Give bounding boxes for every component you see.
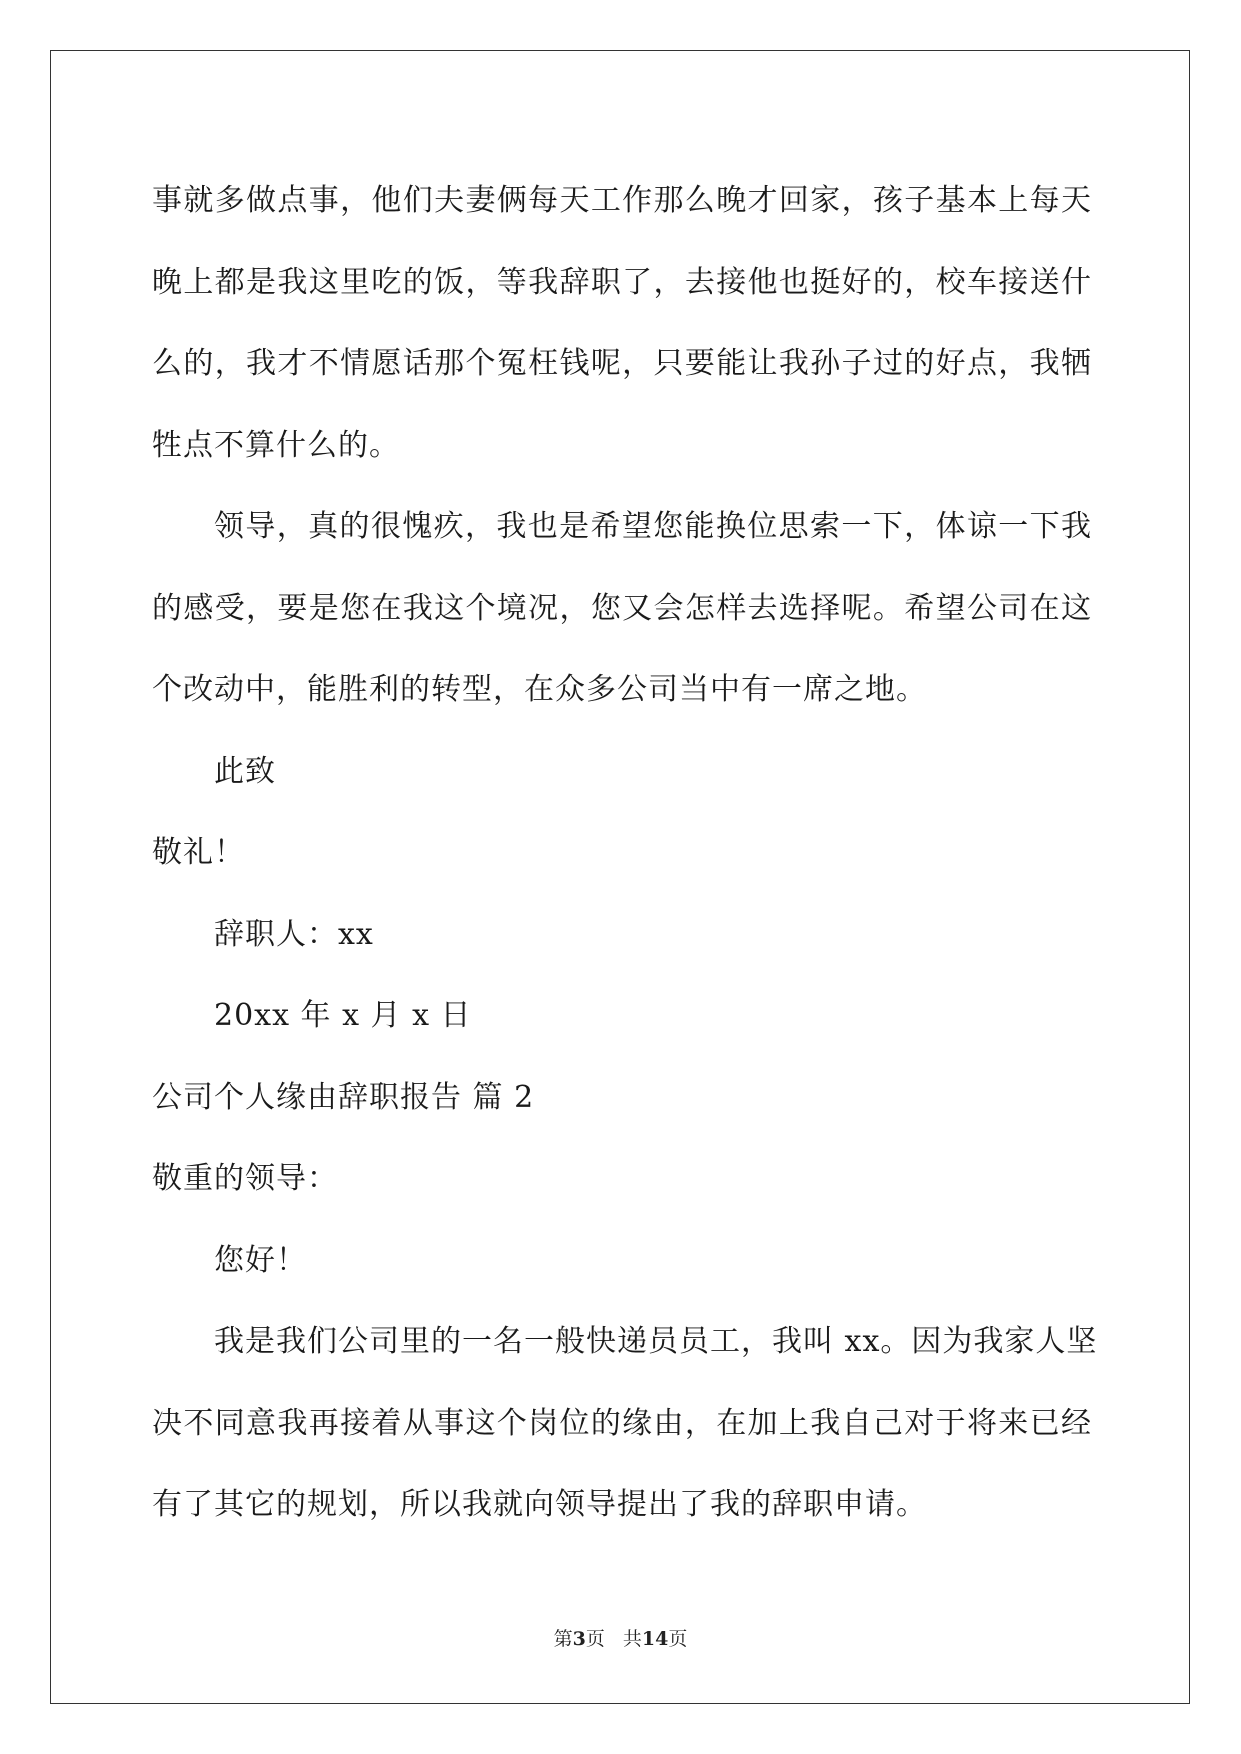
- page-footer: [0, 1624, 1241, 1651]
- paragraph-line: 晚上都是我这里吃的饭，等我辞职了，去接他也挺好的，校车接送什: [152, 264, 1092, 300]
- date-line: 20xx 年 x 月 x 日: [214, 998, 472, 1033]
- footer-prefix: 第: [553, 1628, 573, 1650]
- paragraph-line: 有了其它的规划，所以我就向领导提出了我的辞职申请。: [152, 1487, 927, 1522]
- paragraph-line: 我是我们公司里的一名一般快递员员工，我叫 xx。因为我家人坚: [214, 1324, 1098, 1359]
- paragraph-line: 牲点不算什么的。: [152, 427, 400, 463]
- footer-total-prefix: 共: [622, 1628, 642, 1650]
- footer-total-suffix: 页: [668, 1628, 688, 1650]
- paragraph-line: 领导，真的很愧疚，我也是希望您能换位思索一下，体谅一下我: [214, 509, 1092, 544]
- greeting-line: 您好！: [214, 1242, 307, 1278]
- document-body: [152, 160, 1098, 1546]
- signature-line: 辞职人：xx: [214, 916, 374, 952]
- section-heading: 公司个人缘由辞职报告 篇 2: [152, 1079, 535, 1115]
- paragraph-line: 么的，我才不情愿话那个冤枉钱呢，只要能让我孙子过的好点，我牺: [152, 346, 1092, 381]
- paragraph-line: 决不同意我再接着从事这个岗位的缘由，在加上我自己对于将来已经: [152, 1405, 1092, 1441]
- paragraph-line: 事就多做点事，他们夫妻俩每天工作那么晚才回家，孩子基本上每天: [152, 183, 1092, 218]
- total-page-count: 14: [641, 1628, 669, 1650]
- paragraph-line: 个改动中，能胜利的转型，在众多公司当中有一席之地。: [152, 672, 927, 707]
- footer-page-suffix: 页: [585, 1628, 605, 1650]
- current-page-number: 3: [572, 1628, 586, 1650]
- greeting-recipient: 敬重的领导：: [152, 1161, 338, 1196]
- closing-regards: 敬礼！: [152, 835, 245, 870]
- closing-salutation: 此致: [214, 753, 276, 789]
- paragraph-line: 的感受，要是您在我这个境况，您又会怎样去选择呢。希望公司在这: [152, 590, 1092, 626]
